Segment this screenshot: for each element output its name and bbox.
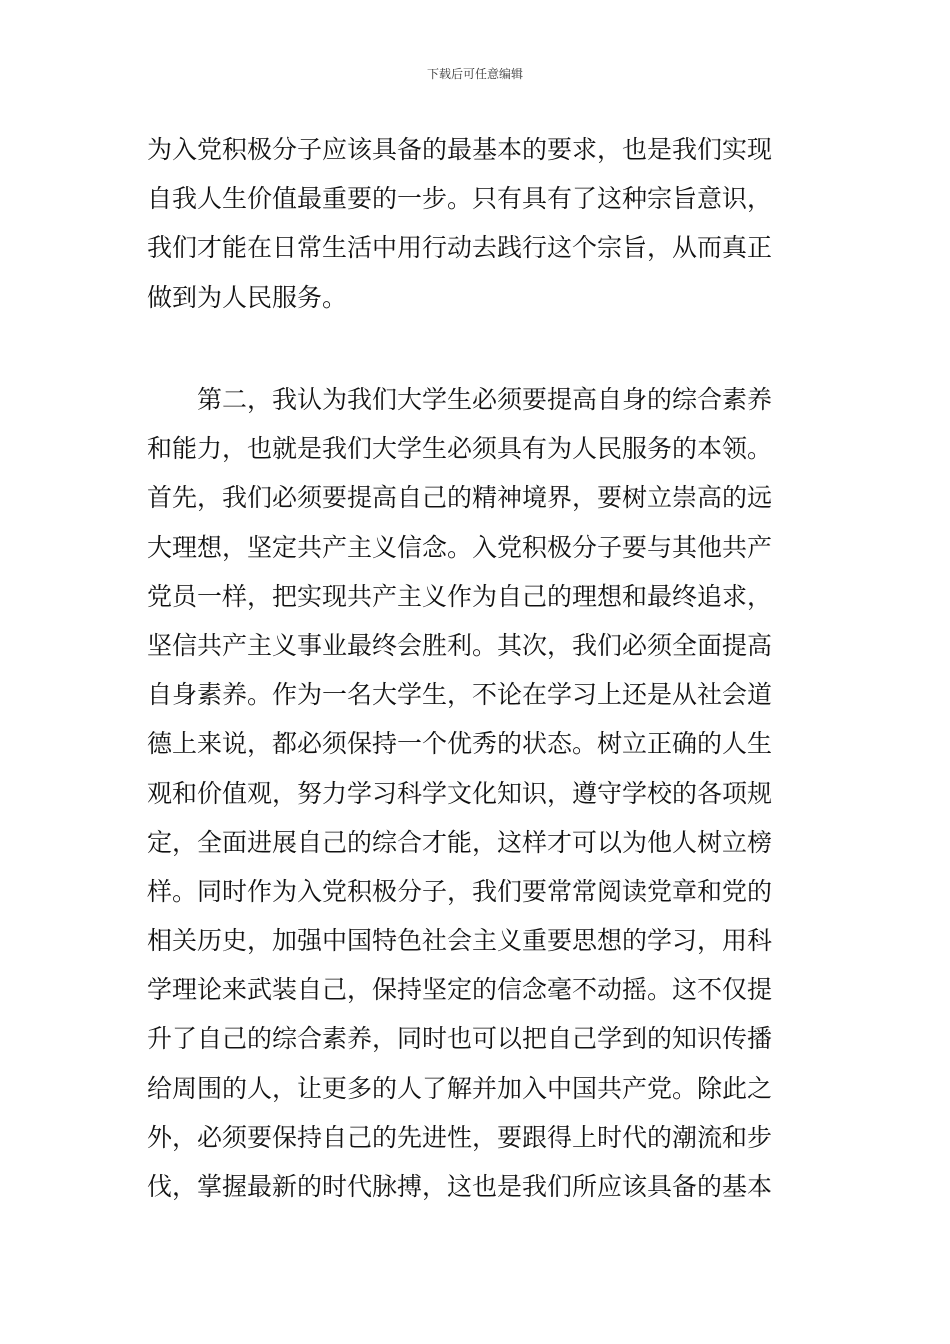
paragraph-2 xyxy=(147,375,807,1211)
text-line: 首先，我们必须要提高自己的精神境界，要树立崇高的远 xyxy=(147,483,773,513)
text-line: 观和价值观，努力学习科学文化知识，遵守学校的各项规 xyxy=(147,778,773,808)
text-line: 学理论来武装自己，保持坚定的信念毫不动摇。这不仅提 xyxy=(147,975,773,1005)
text-line: 样。同时作为入党积极分子，我们要常常阅读党章和党的 xyxy=(147,876,773,906)
text-line: 升了自己的综合素养，同时也可以把自己学到的知识传播 xyxy=(147,1024,773,1054)
text-line: 为入党积极分子应该具备的最基本的要求，也是我们实现 xyxy=(147,135,773,164)
text-line: 做到为人民服务。 xyxy=(147,282,348,312)
page-header-note: 下载后可任意编辑 xyxy=(426,67,523,81)
text-line: 第二，我认为我们大学生必须要提高自身的综合素养 xyxy=(197,385,773,414)
text-line: 自我人生价值最重要的一步。只有具有了这种宗旨意识， xyxy=(147,184,773,214)
paragraph-1 xyxy=(147,125,807,322)
text-line: 相关历史，加强中国特色社会主义重要思想的学习，用科 xyxy=(147,926,773,956)
text-line: 外，必须要保持自己的先进性，要跟得上时代的潮流和步 xyxy=(147,1122,773,1152)
text-line: 给周围的人，让更多的人了解并加入中国共产党。除此之 xyxy=(147,1073,773,1103)
text-line: 伐，掌握最新的时代脉搏，这也是我们所应该具备的基本 xyxy=(147,1172,773,1201)
text-line: 党员一样，把实现共产主义作为自己的理想和最终追求， xyxy=(147,581,773,611)
text-line: 大理想，坚定共产主义信念。入党积极分子要与其他共产 xyxy=(147,532,773,562)
text-line: 德上来说，都必须保持一个优秀的状态。树立正确的人生 xyxy=(147,729,773,759)
text-line: 自身素养。作为一名大学生，不论在学习上还是从社会道 xyxy=(147,680,773,710)
text-line: 和能力，也就是我们大学生必须具有为人民服务的本领。 xyxy=(147,434,773,464)
text-line: 坚信共产主义事业最终会胜利。其次，我们必须全面提高 xyxy=(147,630,773,660)
text-line: 定，全面进展自己的综合才能，这样才可以为他人树立榜 xyxy=(147,827,773,857)
text-line: 我们才能在日常生活中用行动去践行这个宗旨，从而真正 xyxy=(147,233,773,263)
